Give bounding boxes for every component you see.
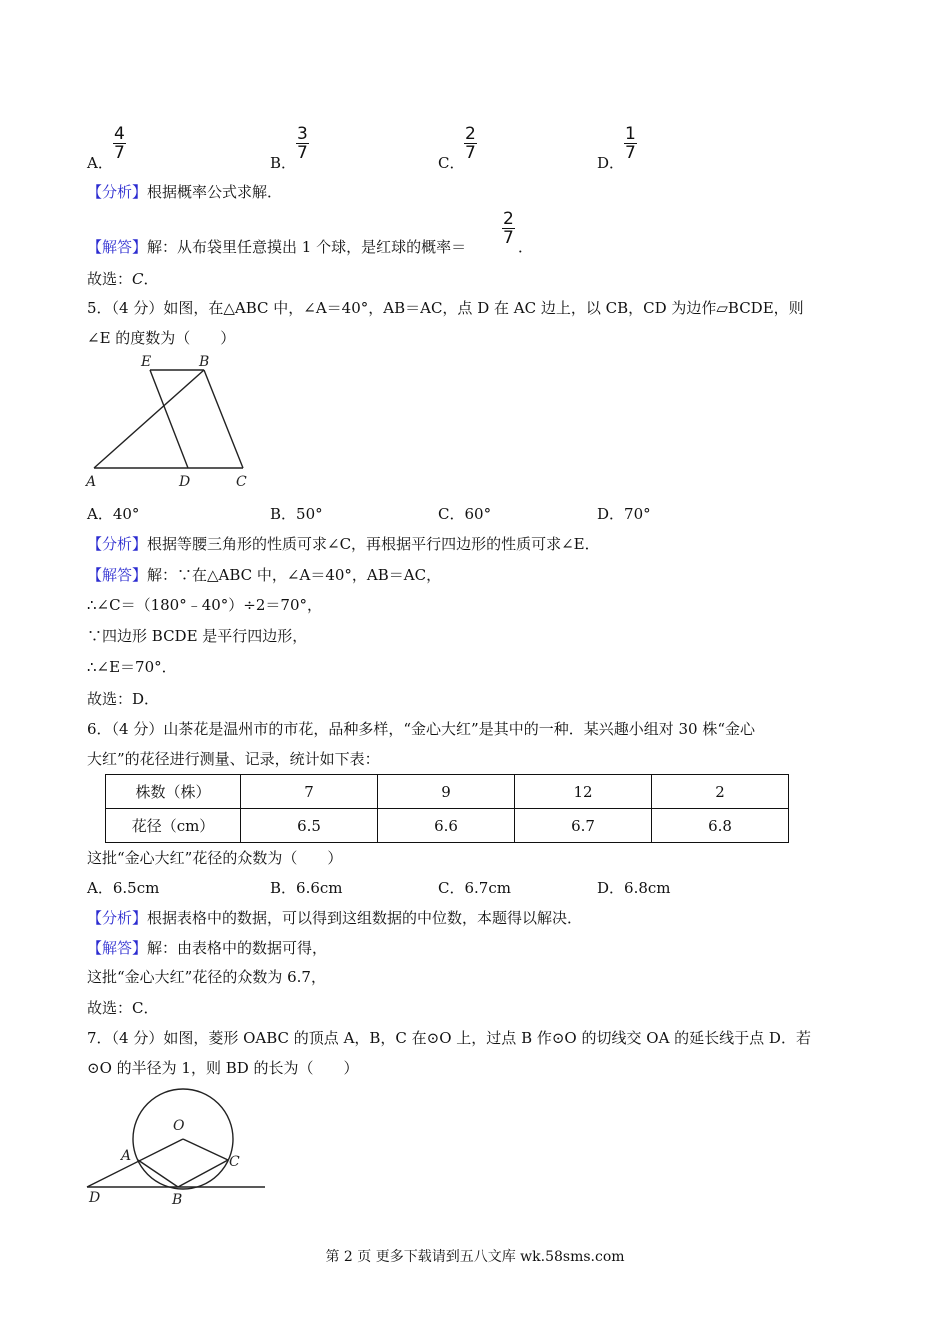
label-b: B bbox=[199, 354, 210, 370]
q5-choice: 故选：D． bbox=[87, 690, 160, 708]
analysis-tag: 【分析】 bbox=[87, 909, 148, 927]
choice-end: ． bbox=[143, 270, 159, 288]
table-header-count: 株数（株） bbox=[106, 775, 241, 809]
numerator: 2 bbox=[503, 209, 514, 229]
q5-parallelogram-figure bbox=[82, 350, 262, 492]
label-c: C bbox=[229, 1154, 240, 1170]
q6-stem-line2: 大红”的花径进行测量、记录，统计如下表： bbox=[87, 750, 380, 768]
line-ed bbox=[150, 370, 188, 468]
analysis-text: 根据等腰三角形的性质可求∠C，再根据平行四边形的性质可求∠E． bbox=[147, 535, 600, 553]
answer-text: 解：∵在△ABC 中，∠A＝40°，AB＝AC， bbox=[147, 566, 442, 584]
line-do bbox=[87, 1139, 183, 1187]
denominator: 7 bbox=[503, 228, 514, 248]
numerator: 2 bbox=[465, 124, 476, 144]
analysis-text: 根据表格中的数据，可以得到这组数据的中位数，本题得以解决． bbox=[147, 909, 583, 927]
table-row bbox=[106, 809, 789, 843]
label-d: D bbox=[89, 1190, 101, 1206]
denominator: 7 bbox=[297, 143, 308, 163]
q5-step3: ∴∠E＝70°． bbox=[87, 658, 177, 676]
analysis-tag: 【分析】 bbox=[87, 535, 148, 553]
q7-circle-rhombus-figure bbox=[82, 1080, 272, 1210]
table-cell: 9 bbox=[378, 775, 515, 809]
label-c: C bbox=[236, 474, 247, 490]
q4-option-b-letter: B． bbox=[270, 154, 297, 172]
denominator: 7 bbox=[625, 143, 636, 163]
page-footer: 第 2 页 更多下载请到五八文库 wk.58sms.com bbox=[325, 1249, 625, 1265]
label-b: B bbox=[172, 1192, 183, 1208]
label-a: A bbox=[121, 1148, 132, 1164]
table-cell: 6.7 bbox=[515, 809, 652, 843]
q5-analysis bbox=[87, 533, 600, 554]
table-cell: 7 bbox=[241, 775, 378, 809]
table-cell: 2 bbox=[652, 775, 789, 809]
q4-option-b-fraction bbox=[296, 125, 309, 162]
line-oc bbox=[183, 1139, 228, 1160]
q4-answer bbox=[87, 236, 466, 257]
q4-option-c-fraction bbox=[464, 125, 477, 162]
q6-data-table bbox=[105, 774, 789, 843]
answer-tag: 【解答】 bbox=[87, 939, 148, 957]
denominator: 7 bbox=[465, 143, 476, 163]
answer-text: 解：从布袋里任意摸出 1 个球，是红球的概率＝ bbox=[147, 238, 467, 256]
q4-option-a-letter: A． bbox=[87, 154, 113, 172]
q7-stem-line1: 7．（4 分）如图，菱形 OABC 的顶点 A，B，C 在⊙O 上，过点 B 作⊙O 的切线交 OA 的延长线于点 D．若 bbox=[87, 1029, 811, 1047]
q5-answer bbox=[87, 564, 441, 585]
line-bc bbox=[178, 1160, 228, 1187]
label-d: D bbox=[179, 474, 191, 490]
table-cell: 12 bbox=[515, 775, 652, 809]
q5-step1: ∴∠C＝（180°﹣40°）÷2＝70°， bbox=[87, 596, 323, 614]
q7-stem-line2: ⊙O 的半径为 1，则 BD 的长为（ ） bbox=[87, 1059, 359, 1077]
numerator: 4 bbox=[114, 124, 125, 144]
label-a: A bbox=[86, 474, 97, 490]
denominator: 7 bbox=[114, 143, 125, 163]
numerator: 1 bbox=[625, 124, 636, 144]
analysis-tag: 【分析】 bbox=[87, 183, 148, 201]
label-o: O bbox=[173, 1118, 185, 1134]
q4-option-a-fraction bbox=[113, 125, 126, 162]
line-bc bbox=[204, 370, 243, 468]
q6-option-b: B．6.6cm bbox=[270, 879, 343, 897]
table-header-diameter: 花径（cm） bbox=[106, 809, 241, 843]
q6-option-d: D．6.8cm bbox=[597, 879, 671, 897]
q6-analysis bbox=[87, 907, 582, 928]
q4-option-c-letter: C． bbox=[438, 154, 465, 172]
q5-option-a: A．40° bbox=[87, 505, 140, 523]
q5-option-d: D．70° bbox=[597, 505, 651, 523]
q4-answer-fraction bbox=[502, 210, 515, 247]
line-ab bbox=[94, 370, 204, 468]
table-cell: 6.6 bbox=[378, 809, 515, 843]
table-cell: 6.8 bbox=[652, 809, 789, 843]
q4-option-d-letter: D． bbox=[597, 154, 625, 172]
q5-stem-line1: 5．（4 分）如图，在△ABC 中，∠A＝40°，AB＝AC，点 D 在 AC 边上，以 CB，CD 为边作▱BCDE，则 bbox=[87, 299, 804, 317]
q4-answer-end: ． bbox=[518, 238, 534, 256]
q6-choice: 故选：C． bbox=[87, 999, 159, 1017]
table-cell: 6.5 bbox=[241, 809, 378, 843]
q5-option-b: B．50° bbox=[270, 505, 323, 523]
choice-label: 故选： bbox=[87, 270, 133, 288]
q6-answer bbox=[87, 937, 327, 958]
answer-text: 解：由表格中的数据可得， bbox=[147, 939, 328, 957]
answer-tag: 【解答】 bbox=[87, 238, 148, 256]
label-e: E bbox=[141, 354, 152, 370]
q5-step2: ∵四边形 BCDE 是平行四边形， bbox=[87, 627, 308, 645]
q6-stem-line1: 6．（4 分）山茶花是温州市的市花，品种多样，“金心大红”是其中的一种．某兴趣小组对 30 株“金心 bbox=[87, 720, 755, 738]
q4-choice bbox=[87, 268, 159, 289]
q4-option-d-fraction bbox=[624, 125, 637, 162]
q6-option-c: C．6.7cm bbox=[438, 879, 511, 897]
q4-analysis bbox=[87, 181, 282, 202]
q6-step1: 这批“金心大红”花径的众数为 6.7， bbox=[87, 968, 326, 986]
choice-letter: C bbox=[132, 270, 144, 288]
q5-stem-line2: ∠E 的度数为（ ） bbox=[87, 329, 236, 347]
numerator: 3 bbox=[297, 124, 308, 144]
q6-option-a: A．6.5cm bbox=[87, 879, 160, 897]
table-row bbox=[106, 775, 789, 809]
q5-option-c: C．60° bbox=[438, 505, 492, 523]
answer-tag: 【解答】 bbox=[87, 566, 148, 584]
q6-question: 这批“金心大红”花径的众数为（ ） bbox=[87, 849, 343, 867]
analysis-text: 根据概率公式求解． bbox=[147, 183, 283, 201]
